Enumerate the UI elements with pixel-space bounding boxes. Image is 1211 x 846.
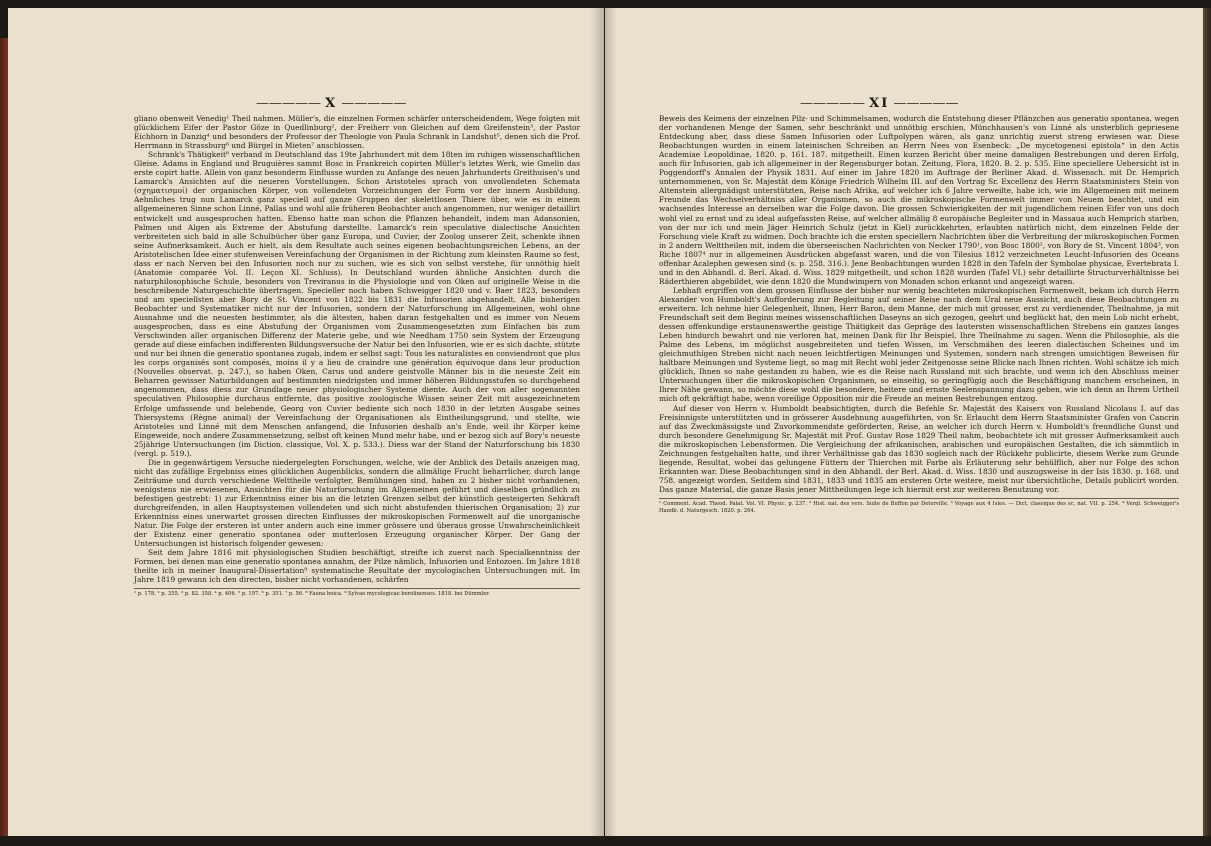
book-edge-left [0,38,8,836]
paragraph: Die in gegenwärtigem Versuche niedergelegten Forschungen, welche, wie der Anblick des Details anzeigen mag, nicht das zufällige Ergebniss eines glücklichen Augenblicks, sondern die allmälige Frucht beharrlicher, durch lange Zeiträume und durch verschiedene Welttheile verfolgter, Bemühungen sind, haben zu 2 bisher nicht vorhandenen, wenigstens nie erwiesenen, Ansichten für die Naturforschung im Allgemeinen geführt und dieselben gründlich zu befestigen gestrebt: 1) zur Erkenntniss einer bis an die letzten Grenzen selbst der künstlich gesteigerten Sehkraft durchgreifenden, in allen Hauptsystemen vollendeten und sich nicht abstufenden thierischen Organisation; 2) zur Erkenntniss eines unerwartet grossen directen Einflusses der mikroskopischen Formenwelt auf die unorganische Natur. Die Folge der ersteren ist unter andern auch eine immer grössere und überaus grosse Unwahrscheinlichkeit der Existenz einer generatio spontanea oder mutterlosen Erzeugung organischer Körper. Der Gang der Untersuchungen ist historisch folgender gewesen: [134,457,580,549]
paragraph: Schrank's Thätigkeit⁸ verband in Deutschland das 19te Jahrhundert mit dem 18ten im ruhigen wissenschaftlichen Gleise. Adams in England und Bruguières sammt Bosc in Frankreich copirten Müller's letztes Werk, wie Gmelin das erste copirt hatte. Allein von ganz besonderm Einflusse wurden zu Anfange des neuen Jahrhunderts Greithuisen's und Lamarck's Ansichten auf die neueren Vorstellungen. Schon Aristoteles sprach von unvollendeten Schemata (σχηματισμοί) der organischen Körper, von vollendeten Vorzeichnungen der Form vor der innern Ausbildung. Aehnliches trug nun Lamarck ganz speciell auf ganze Gruppen der skelettlosen Thiere über, wie es in einem allgemeineren Sinne schon Linné, Pallas und wohl alle früheren Beobachter auch angenommen, nur weniger detaillirt entwickelt und ausgesprochen hatten. Ebenso hatte man schon die Pflanzen behandelt, indem man Adansonien, Palmen und Algen als Extreme der Abstufung darstellte. Lamarck's rein speculative dialectische Ansichten verbreiteten sich bald in alle Schulbücher über ganz Europa, und Cuvier, der Zoolog unserer Zeit, schenkte ihnen seine Aufmerksamkeit. Auch er hielt, als dem Resultate auch seines eigenen beobachtungsreichen Lebens, an der Aristotelischen Idee einer stufenweisen Vereinfachung der Organismen in der Richtung zum kleinsten Raume so fest, dass er nach Nerven bei den Infusorien noch nur zu suchen, wie es sich von selbst verstehe, für unnöthig hielt (Anatomie comparée Vol. II. Leçon XI. Schluss). In Deutschland wurden ähnliche Ansichten durch die naturphilosophische Schule, besonders von Treviranus in die Physiologie und von Oken auf originelle Weise in die beschreibende Naturgeschichte übertragen. Specieller noch haben Schweigger 1820 und v. Baer 1823, besonders und am speciellsten aber Bory de St. Vincent von 1822 bis 1831 die Infusorien abgehandelt. Alle bisherigen Beobachter und Systematiker nicht nur der Infusorien, sondern der Naturforschung im Allgemeinen, wohl ohne Ausnahme und die neuesten bestimmter, als die ältesten, haben daran festgehalten und es immer von Neuem ausgesprochen, dass es eine Abstufung der Organismen vom Zusammengesetzten zum Einfachen bis zum Verschwinden aller organischen Differenz der Materie gebe, und wie Needham 1750 sein System der Erzeugung gerade auf diese einfachen indifferenten Bildungsversuche der Natur bei den Infusorien, wie er es sich dachte, stützte und nur bei ihnen die generatio spontanea zugab, indem er selbst sagt: Tous les naturalistes en conviendront que plus les corps organisés sont composés, moins il y a lieu de craindre une génération équivoque dans leur production (Nouvelles observat. p. 247.), so haben Oken, Carus und andere geistvolle Männer bis in die neueste Zeit ein Beharren gewisser Naturbildungen auf bestimmten niedrigsten und immer höheren Bildungsstufen so durchgehend angenommen, dass diess zur Grundlage neuer physiologischer Systeme diente. Auch der von aller sogenannten speculativen Philosophie durchaus entfernte, das positive zoologische Wissen seiner Zeit mit ausgezeichnetem Erfolge umfassende und belebende, Georg von Cuvier bediente sich noch 1830 in der letzten Ausgabe seines Thiersystems (Règne animal) der Vereinfachung der Organisationen als Eintheilungsgrund, und stellte, wie Aristoteles und Linné mit dem Menschen anfangend, die Infusorien deshalb an's Ende, weil ihr Körper keine Eingeweide, noch andere Zusammensetzung, selbst oft keinen Mund mehr habe, und er bezog sich auf Bory's neueste 25jährige Untersuchungen (im Diction. classique, Vol. X. p. 533.). Diess war der Stand der Naturforschung bis 1830 (vergl. p. 519.). [134,150,580,458]
book-edge-right [1203,8,1211,836]
paragraph: glianο obenweit Venedig¹ Theil nahmen. Müller's, die einzelnen Formen schärfer unterscheidendem, Wege folgten mit glücklichem Eifer der Pastor Göze in Quedlinburg², der Freiherr von Gleichen auf dem Greifenstein³, der Pastor Eichhorn in Danzig⁴ und besonders der Professor der Theologie von Paula Schrank in Landshut⁵, denen sich die Prof. Herrmann in Strassburg⁶ und Bürgel in Mieten⁷ anschlossen. [134,114,580,151]
paragraph: Seit dem Jahre 1816 mit physiologischen Studien beschäftigt, streifte ich zuerst nach Specialkenntniss der Formen, bei denen man eine generatio spontanea annahm, der Pilze nämlich, Infusorien und Entozoen. Im Jahre 1818 theilte ich in meiner Inaugural-Dissertation⁹ systematische Resultate der mycologischen Untersuchungen mit. Im Jahre 1819 gewann ich den directen, bisher nicht vorhandenen, schärfen [134,548,580,585]
body-text-right [659,114,1179,514]
page-left [8,8,604,836]
page-number-left: ————— X ————— [256,96,407,111]
body-text-left [134,114,580,598]
paragraph: Auf dieser von Herrn v. Humboldt beabsichtigten, durch die Befehle Sr. Majestät des Kaisers von Russland Nicolaus I. auf das Freisinnigste unterstützten und in grösserer Ausdehnung ausgeführten, von Sr. Erlaucht dem Herrn Staatsminister Grafen von Cancrin auf das Zweckmässigste und Zuvorkommendste geförderten, Reise, an welcher ich durch Herrn v. Humboldt's freundliche Gunst und durch besondere Genehmigung Sr. Majestät mit Prof. Gustav Rose 1829 Theil nahm, beobachtete ich mit grosser Aufmerksamkeit auch die mikroskopischen Lebensformen. Die Vergleichung der afrikanischen, arabischen und europäischen Gestalten, die ich sämmtlich in Zeichnungen festgehalten hatte, und ihrer Verhältnisse gab das 1830 sogleich nach der Rückkehr publicirte, diesem Werke zum Grunde liegende, Resultat, wobei das gelungene Füttern der Thierchen mit Farbe als Erläuterung sehr behülflich, aber nur Folge des schon Erkannten war. Diese Beobachtungen sind in den Abhandl. der Berl. Akad. d. Wiss. 1830 und auszugsweise in der Isis 1830. p. 168. und 758. angezeigt worden. Seitdem sind 1831, 1833 und 1835 am ersteren Orte weitere, meist nur übersichtliche, Details publicirt worden. Das ganze Material, die ganze Basis jener Mittheilungen lege ich hiermit erst zur weiteren Benutzung vor. [659,403,1179,494]
paragraph: Lebhaft ergriffen von dem grossen Einflusse der bisher nur wenig beachteten mikroskopischen Formenwelt, bekam ich durch Herrn Alexander von Humboldt's Aufforderung zur Begleitung auf seiner Reise nach dem Ural neue Aussicht, auch diese Beobachtungen zu erweitern. Ich nehme hier Gelegenheit, Ihnen, Herr Baron, dem Manne, der mich mit grosser, erst zu verdienender, Theilnahme, ja mit Freundschaft seit dem Beginn meines wissenschaftlichen Daseyns an sich gezogen, geehrt und beglückt hat, den mein Lob nicht erhebt, dessen offenkundige erstaunenswerthe geistige Thätigkeit das Gepräge des lautersten wissenschaftlichen Strebens ein ganzes langes Leben hindurch bewahrt und nie verloren hat, meinen Dank für Ihr Beispiel, Ihre Theilnahme zu sagen. Wenn die Philosophie, als die Palme des Lebens, im möglichst ausgebreiteten und tiefen Wissen, im Verschmähen des leeren dialectischen Scheines und im gleichmuthigen Streben nicht nach neuen leichtfertigen Meinungen und Systemen, sondern nach strengen umsichtigen Beweisen für haltbare Meinungen und Systeme liegt, so mag mit Recht wohl jeder Zeitgenosse seine Blicke nach Ihnen richten. Wohl schätze ich mich glücklich, Ihnen so nahe gestanden zu haben, wie es die Reise nach Russland mit sich brachte, und wenn ich den Abschluss meiner Untersuchungen über die mikroskopischen Organismen, so einseitig, so geringfügig auch die Beschäftigung manchem erscheinen, in Ihrer Nähe gewann, so möchte diese wohl die besondere, heitere und ernste Seelenspannung dazu geben, wie ich denn an Ihrem Urtheil mich oft gekräftigt habe, wenn voreilige Opposition mir die Freude an meinen Bestrebungen entzog. [659,285,1179,404]
page-number-right: ————— XI ————— [800,96,959,111]
footnotes-right: ¹ Comment. Acad. Theod. Palat. Vol. VI. Physic. p. 237. ² Hist. nat. des vers. Suite de Buffon par Deterville. ³ Voyage aux 4 Isles. — Dict. classique des sc. nat. VII. p. 254. ⁴ Vergl. Schweigger's Handb. d. Naturgesch. 1820. p. 264. [659,498,1179,514]
paragraph: Beweis des Keimens der einzelnen Pilz- und Schimmelsamen, wodurch die Entstehung dieser Pflänzchen aus generatio spontanea, wegen der vorhandenen Menge der Samen, sehr beschränkt und unnöthig erschien, Münchhausen's von Linné als unsterblich gepriesene Entdeckung aber, dass diese Samen Infusorien oder Luftpolypen wären, als ganz unrichtig zuerst streng erwiesen war. Diese Beobachtungen wurden in einem lateinischen Schreiben an Herrn Nees von Esenbeck: „De mycetogenesi epistola“ in den Actis Academiae Leopoldinae, 1820. p. 161. 187. mitgetheilt. Einen kurzen Bericht über meine damaligen Bestrebungen und deren Erfolg, auch für Infusorien, gab ich allgemeiner in der Regensburger botan. Zeitung, Flora, 1820. B. 2. p. 535. Eine speciellere Uebersicht ist in Poggendorff's Annalen der Physik 1831. Auf einer im Jahre 1820 im Auftrage der Berliner Akad. d. Wissensch. mit Dr. Hemprich unternommenen, von Sr. Majestät dem Könige Friedrich Wilhelm III. auf den Vortrag Sr. Excellenz des Herrn Staatsministers Stein von Altenstein allergnädigst unterstützten, Reise nach Afrika, auf welcher ich 6 Jahre verweilte, habe ich, wie im Allgemeinen mit meinem Freunde das Wechselverhältniss aller Organismen, so auch die mikroskopische Formenwelt immer von Neuem beachtet, und ein wachsendes Interesse an derselben war die Folge davon. Die grossen Schwierigkeiten der mit jugendlichem reinen Eifer von uns doch wohl viel zu ernst und zu ideal aufgefassten Reise, auf welcher allmälig 8 europäische Begleiter und in Massaua auch Hemprich starben, von der nur ich und mein Jäger Heinrich Schulz (jetzt in Kiel) zurückkehrten, erlaubten natürlich nicht, dem einzelnen Felde der Forschung viele Kraft zu widmen. Doch brachte ich die ersten speciellern Nachrichten über die Verbreitung der mikroskopischen Formen in 2 andern Welttheilen mit, indem die überseeischen Nachrichten von Necker 1790¹, von Bosc 1800², von Bory de St. Vincent 1804³, von Riche 1807⁴ nur in allgemeinen Ausdrücken abgefasst waren, und die von Tilesius 1812 verzeichneten Leucht-Infusorien des Oceans offenbar Acalephen gewesen sind (s. p. 258. 316.). Jene Beobachtungen wurden 1828 in den Tafeln der Symbolae physicae, Evertebrata I. und in den Abhandl. d. Berl. Akad. d. Wiss. 1829 mitgetheilt, und schon 1828 wurden (Tafel VI.) sehr detaillirte Structurverhältnisse bei Räderthieren abgebildet, wie denn 1820 die Mundwimpern von Monaden schon erkannt und angezeigt waren. [659,114,1179,286]
footnotes-left: ¹ p. 178. ² p. 355. ³ p. 82. 358. ⁴ p. 406. ⁵ p. 197. ⁶ p. 351. ⁷ p. 56. ⁸ Fauna boica. ⁹ Sylvae mycologicae berolinenses. 1818. bei Dümmler. [134,588,580,598]
page-right [605,8,1203,836]
